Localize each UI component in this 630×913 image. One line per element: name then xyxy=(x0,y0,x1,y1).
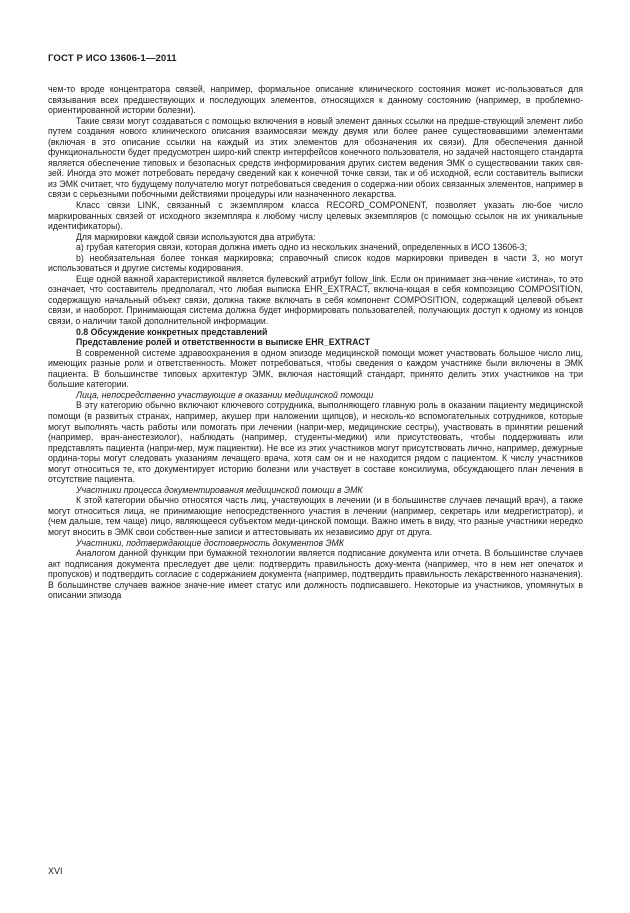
paragraph: Класс связи LINK, связанный с экземпляром класса RECORD_COMPONENT, позволяет указать лю-бое число маркированных связей от исходного экземпляра к любому числу целевых экземпляров (с помощью ссылок на их уникальные идентификаторы). xyxy=(48,200,583,232)
subsection-heading: Лица, непосредственно участвующие в оказании медицинской помощи xyxy=(76,389,374,400)
paragraph: В эту категорию обычно включают ключевого сотрудника, выполняющего главную роль в оказании пациенту медицинской помощи (в развитых странах, например, акушер при наложении щипцов), и несколь-ко вспомогательных сотрудников, которые могут выполнять часть работы или помогать при лечении (напри-мер, медицинские сестры), участвовать в принятии решений (например, врач-анестезиолог), наблюдать (например, студенты-медики) или присутствовать, чтобы поддерживать или представлять пациента (напри-мер, муж пациентки). Не все из этих участников могут присутствовать лично, например, дежурные ордина-торы могут следовать указаниям лечащего врача, хотя сам он и не находится рядом с пациентом. К числу участников могут относиться те, кто документирует историю болезни или участвует в составе консилиума, обсуждающего план лечения в отсутствие пациента. xyxy=(48,400,583,485)
section-heading: Представление ролей и ответственности в выписке EHR_EXTRACT xyxy=(76,337,371,348)
paragraph: Такие связи могут создаваться с помощью включения в новый элемент данных ссылки на предше-ствующий элемент либо путем создания нового клинического описания взаимосвязи между двумя или более ранее существовавшими элементами (включая в это описание ссылки на каждый из этих элементов для обозначения их связи). Для обеспечения данной функциональности будет предусмотрен широ-кий спектр интерфейсов конечного пользователя, но задачей настоящего стандарта является обеспечение типовых и безопасных средств информирования других систем ведения ЭМК о существовании таких свя-зей. Иногда это может потребовать передачу сведений как к конечной точке связи, так и об исходной, если составитель выписки из ЭМК считает, что будущему получателю могут потребоваться сведения о содержа-нии обоих связанных элементов, например в связи с серьезными побочными действиями процедуры или назначенного лекарства. xyxy=(48,115,583,200)
running-header: ГОСТ Р ИСО 13606-1—2011 xyxy=(48,53,177,64)
section-heading: 0.8 Обсуждение конкретных представлений xyxy=(76,326,268,337)
paragraph: Для маркировки каждой связи используются два атрибута: xyxy=(76,231,316,242)
subsection-heading: Участники, подтверждающие достоверность документов ЭМК xyxy=(76,537,345,548)
paragraph: В современной системе здравоохранения в одном эпизоде медицинской помощи может участвовать большое число лиц, имеющих разные роли и ответственность. Может потребоваться, чтобы сведения о каждом участнике были включены в ЭМК пациента. В большинстве типовых архитектур ЭМК, включая настоящий стандарт, принято делить этих участников на три большие категории. xyxy=(48,347,583,390)
paragraph-continuation: чем-то вроде концентратора связей, например, формальное описание клинического состояния может ис-пользоваться для связывания всех предшествующих и последующих элементов, относящихся к данному состоянию (например, в проблемно-ориентированной истории болезни). xyxy=(48,84,583,116)
paragraph: Еще одной важной характеристикой является булевский атрибут follow_link. Если он принимает зна-чение «истина», то это означает, что составитель предполагал, что любая выписка EHR_EXTRACT, включа-ющая в себя композицию COMPOSITION, содержащую начальный объект связи, должна также включать в себя компонент COMPOSITION, содержащий целевой объект связи, и наоборот. Принимающая система должна будет информировать пользователей, получающих доступ к одному из концов связи, о наличии такой дополнительной информации. xyxy=(48,273,583,327)
paragraph: b) необязательная более тонкая маркировка; справочный список кодов маркировки приведен в части 3, но могут использоваться и другие системы кодирования. xyxy=(48,252,583,274)
subsection-heading: Участники процесса документирования медицинской помощи в ЭМК xyxy=(76,484,363,495)
body-text xyxy=(48,84,583,601)
paragraph: К этой категории обычно относятся часть лиц, участвующих в лечении (и в большинстве случаев лечащий врач), а также могут относиться лица, не принимающие непосредственного участия в лечении (например, секретарь или медрегистратор), и (чем дальше, тем чаще) лицо, являющееся субъектом меди-цинской помощи. Важно иметь в виду, что разные участники нередко могут вносить в ЭМК свои собствен-ные записи и аттестовывать их независимо друг от друга. xyxy=(48,495,583,537)
page-number: XVI xyxy=(48,866,63,876)
paragraph: a) грубая категория связи, которая должна иметь одно из нескольких значений, определенных в ИСО 13606-3; xyxy=(76,242,528,253)
paragraph: Аналогом данной функции при бумажной технологии является подписание документа или отчета. В большинстве случаев акт подписания документа преследует две цели: подтвердить правильность доку-мента (например, что в нем нет опечаток и пропусков) и подтвердить согласие с содержанием документа (например, подтвердить правильность лекарственного назначения). В большинстве случаев важное значе-ние имеет статус или должность подписавшего. Некоторые из участников, упомянутых в описании эпизода xyxy=(48,548,583,601)
